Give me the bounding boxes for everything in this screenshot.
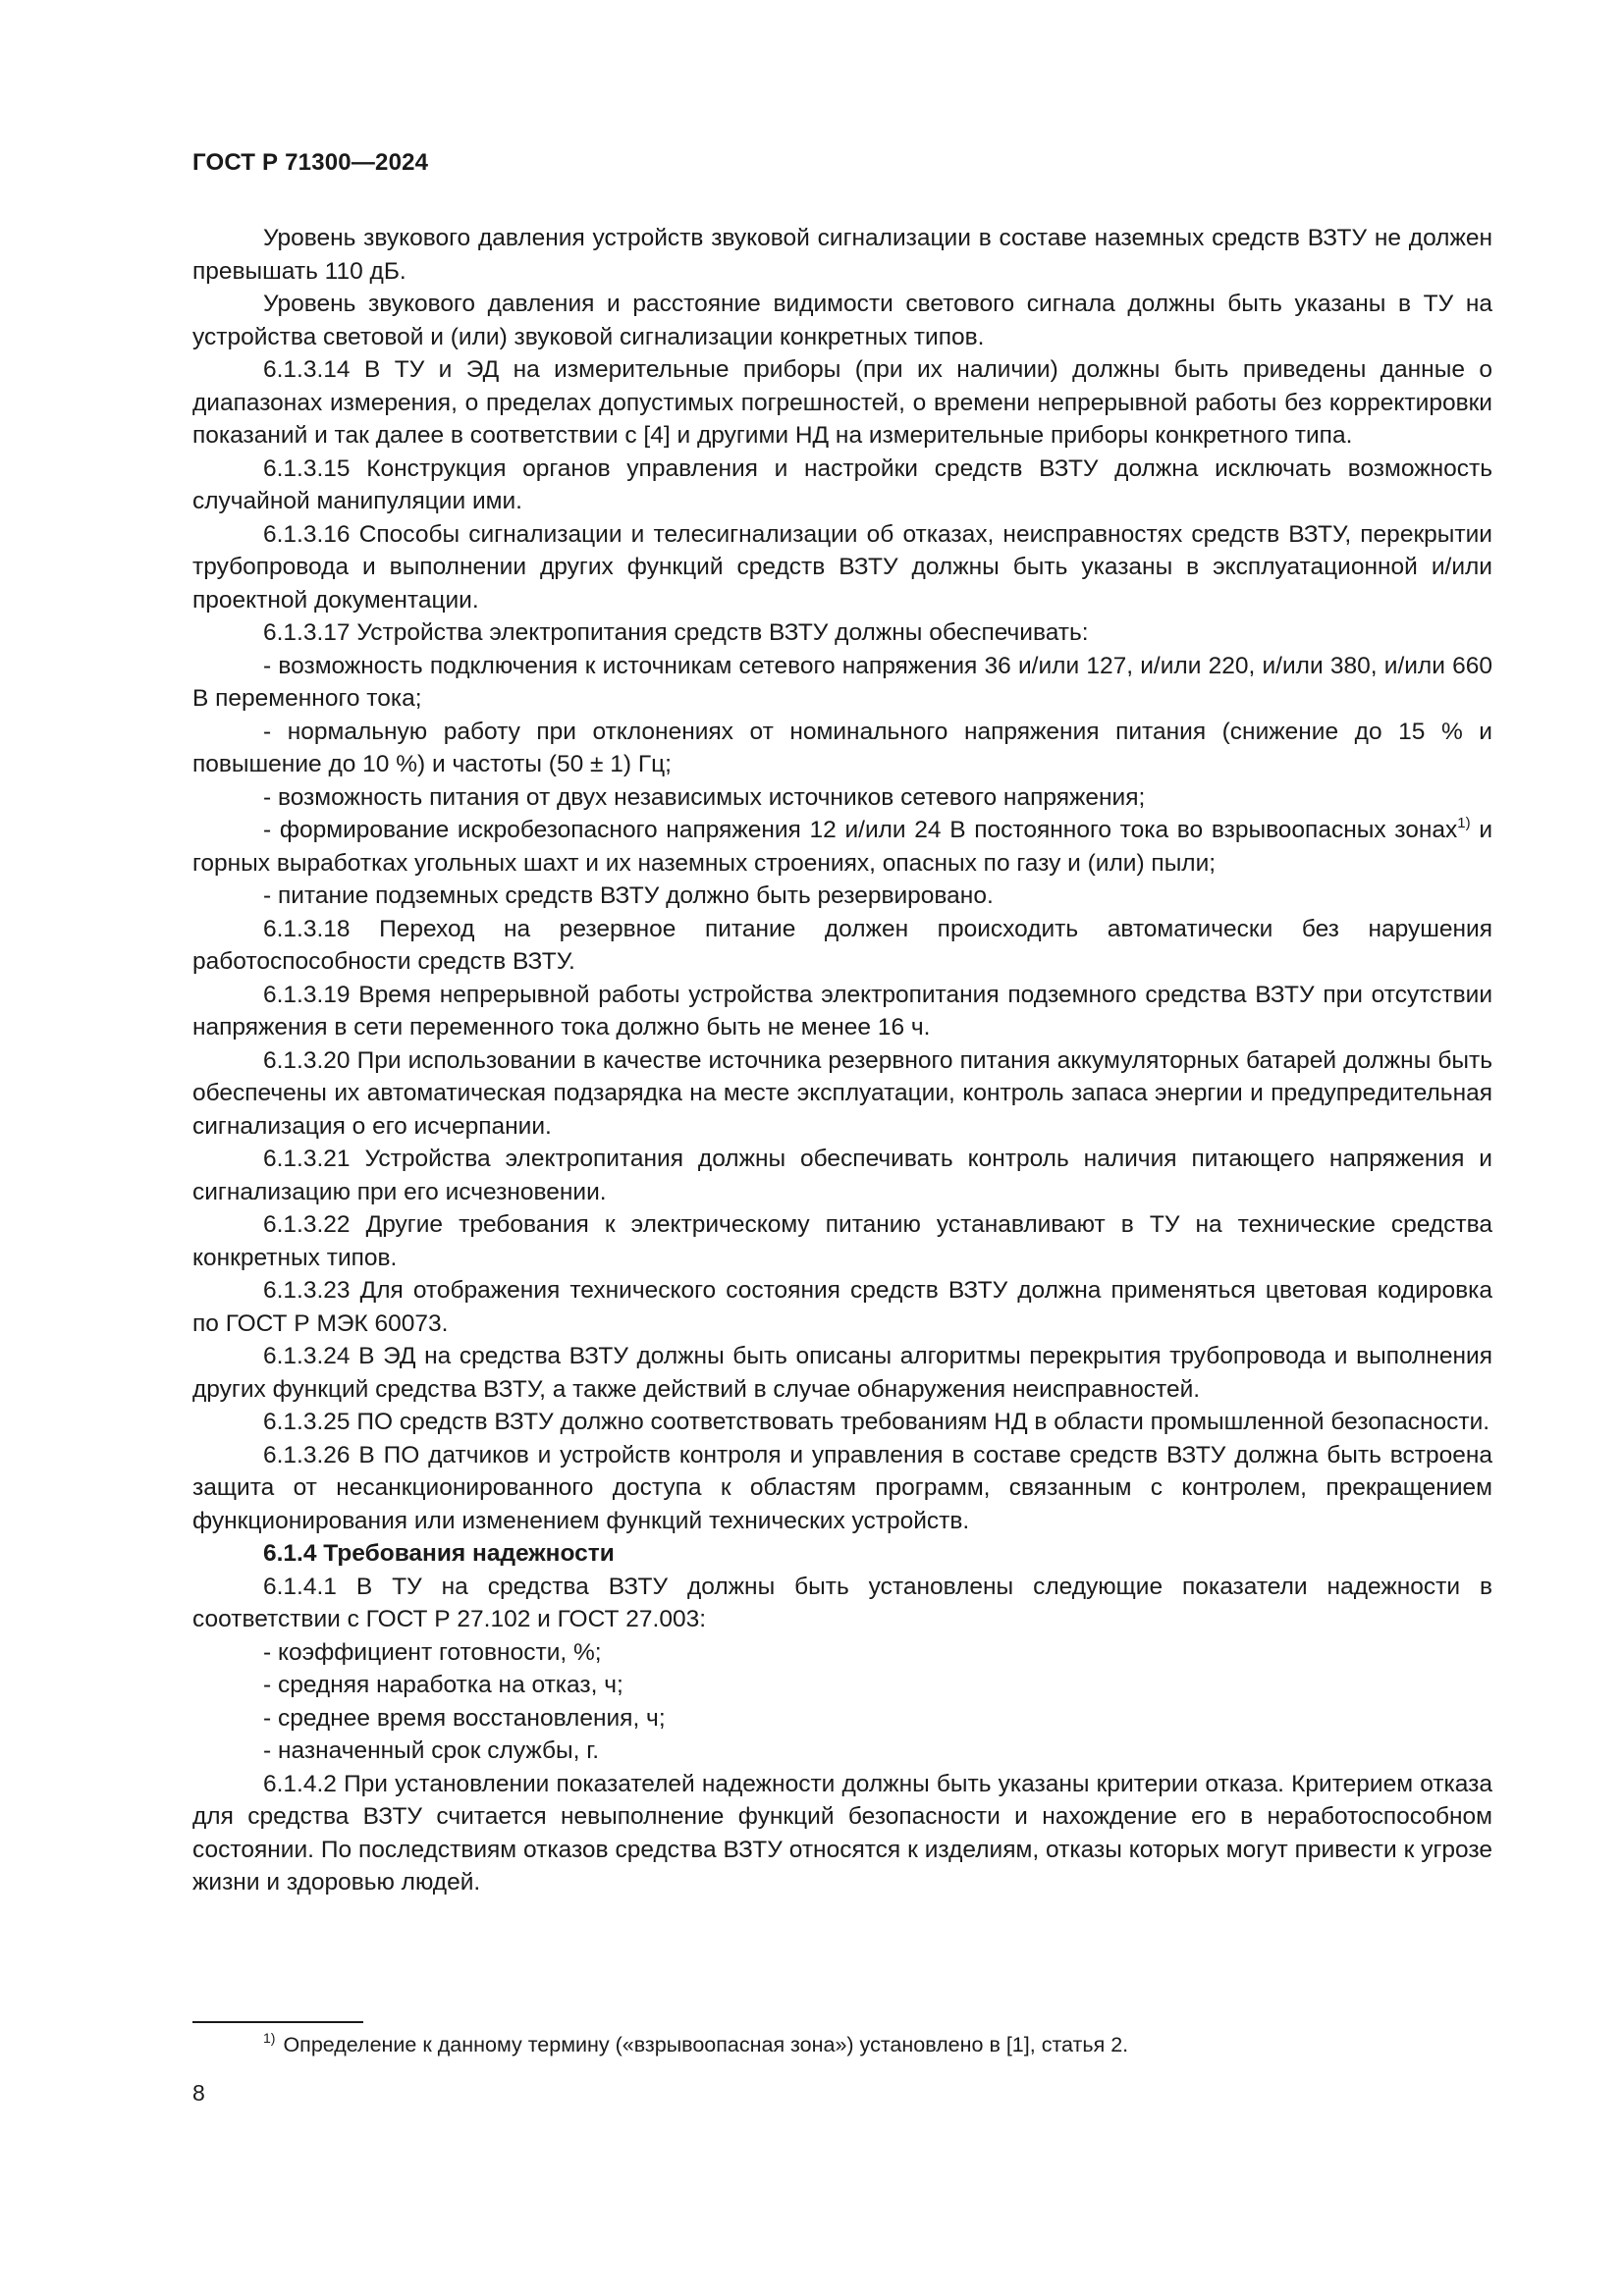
list-item: - питание подземных средств ВЗТУ должно быть резервировано. bbox=[263, 882, 994, 909]
footnote-text: Определение к данному термину («взрывоопасная зона») установлено в [1], статья 2. bbox=[283, 2033, 1129, 2056]
page-number: 8 bbox=[192, 2080, 205, 2106]
clause-6-1-3-19: 6.1.3.19 Время непрерывной работы устройства электропитания подземного средства ВЗТУ при отсутствии напряжения в сети переменного тока должно быть не менее 16 ч. bbox=[192, 981, 1492, 1041]
clause-6-1-3-26: 6.1.3.26 В ПО датчиков и устройств контроля и управления в составе средств ВЗТУ должна быть встроена защита от несанкционированного доступа к областям программ, связанным с контролем, прекращением функционирования или изменением функций технических устройств. bbox=[192, 1441, 1492, 1534]
clause-6-1-3-15: 6.1.3.15 Конструкция органов управления и настройки средств ВЗТУ должна исключать возможность случайной манипуляции ими. bbox=[192, 454, 1492, 514]
footnote-reference: 1) bbox=[1457, 815, 1471, 831]
footnote-separator bbox=[192, 2021, 363, 2023]
clause-6-1-3-16: 6.1.3.16 Способы сигнализации и телесигнализации об отказах, неисправностях средств ВЗТУ, перекрытии трубопровода и выполнении других функций средств ВЗТУ должны быть указаны в эксплуатационной и/или проектной документации. bbox=[192, 520, 1492, 614]
document-body bbox=[192, 222, 1492, 1899]
list-item-text: и горных выработках угольных шахт и их наземных строениях, опасных по газу и (или) пыли; bbox=[192, 817, 1493, 877]
clause-6-1-3-17: 6.1.3.17 Устройства электропитания средств ВЗТУ должны обеспечивать: bbox=[263, 619, 1089, 646]
clause-6-1-3-24: 6.1.3.24 В ЭД на средства ВЗТУ должны быть описаны алгоритмы перекрытия трубопровода и выполнения других функций средства ВЗТУ, а также действий в случае обнаружения неисправностей. bbox=[192, 1343, 1492, 1403]
list-item: - коэффициент готовности, %; bbox=[263, 1638, 602, 1666]
clause-6-1-4-2: 6.1.4.2 При установлении показателей надежности должны быть указаны критерии отказа. Критерием отказа для средства ВЗТУ считается невыполнение функций безопасности и нахождение его в неработоспособном состоянии. По последствиям отказов средства ВЗТУ относятся к изделиям, отказы которых могут привести к угрозе жизни и здоровью людей. bbox=[192, 1770, 1492, 1896]
list-item-text: - формирование искробезопасного напряжения 12 и/или 24 В постоянного тока во взрывоопасных зонах bbox=[263, 817, 1458, 843]
list-item: - назначенный срок службы, г. bbox=[263, 1737, 600, 1764]
list-item: - средняя наработка на отказ, ч; bbox=[263, 1672, 623, 1698]
footnote-marker: 1) bbox=[263, 2030, 276, 2046]
paragraph: Уровень звукового давления и расстояние видимости светового сигнала должны быть указаны в ТУ на устройства световой и (или) звуковой сигнализации конкретных типов. bbox=[192, 291, 1492, 350]
clause-6-1-3-25: 6.1.3.25 ПО средств ВЗТУ должно соответствовать требованиям НД в области промышленной безопасности. bbox=[263, 1409, 1490, 1435]
clause-6-1-3-20: 6.1.3.20 При использовании в качестве источника резервного питания аккумуляторных батарей должны быть обеспечены их автоматическая подзарядка на месте эксплуатации, контроль запаса энергии и предупредительная сигнализация о его исчерпании. bbox=[192, 1046, 1492, 1140]
list-item: - возможность питания от двух независимых источников сетевого напряжения; bbox=[263, 783, 1146, 811]
list-item bbox=[192, 814, 1492, 880]
section-heading: 6.1.4 Требования надежности bbox=[263, 1540, 615, 1567]
paragraph: Уровень звукового давления устройств звуковой сигнализации в составе наземных средств ВЗТУ не должен превышать 110 дБ. bbox=[192, 225, 1492, 285]
list-item: - возможность подключения к источникам сетевого напряжения 36 и/или 127, и/или 220, и/или 380, и/или 660 В переменного тока; bbox=[192, 652, 1492, 712]
list-item: - нормальную работу при отклонениях от номинального напряжения питания (снижение до 15 % и повышение до 10 %) и частоты (50 ± 1) Гц; bbox=[192, 718, 1492, 777]
list-item: - среднее время восстановления, ч; bbox=[263, 1704, 666, 1732]
clause-6-1-3-23: 6.1.3.23 Для отображения технического состояния средств ВЗТУ должна применяться цветовая кодировка по ГОСТ Р МЭК 60073. bbox=[192, 1277, 1492, 1337]
clause-6-1-4-1: 6.1.4.1 В ТУ на средства ВЗТУ должны быть установлены следующие показатели надежности в соответствии с ГОСТ Р 27.102 и ГОСТ 27.003: bbox=[192, 1573, 1492, 1632]
clause-6-1-3-21: 6.1.3.21 Устройства электропитания должны обеспечивать контроль наличия питающего напряжения и сигнализацию при его исчезновении. bbox=[192, 1146, 1492, 1205]
clause-6-1-3-22: 6.1.3.22 Другие требования к электрическому питанию устанавливают в ТУ на технические средства конкретных типов. bbox=[192, 1211, 1492, 1271]
clause-6-1-3-14: 6.1.3.14 В ТУ и ЭД на измерительные приборы (при их наличии) должны быть приведены данные о диапазонах измерения, о пределах допустимых погрешностей, о времени непрерывной работы без корректировки показаний и так далее в соответствии с [4] и другими НД на измерительные приборы конкретного типа. bbox=[192, 356, 1492, 449]
document-header: ГОСТ Р 71300—2024 bbox=[192, 149, 429, 176]
footnote bbox=[263, 2030, 1128, 2059]
clause-6-1-3-18: 6.1.3.18 Переход на резервное питание должен происходить автоматически без нарушения работоспособности средств ВЗТУ. bbox=[192, 915, 1492, 975]
